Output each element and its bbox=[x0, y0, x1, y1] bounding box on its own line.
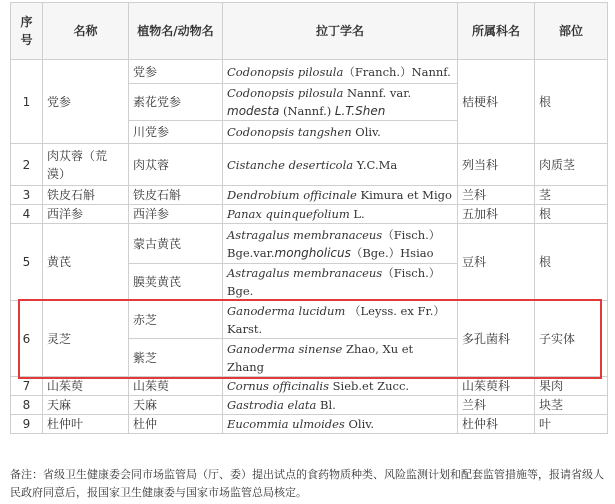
cell-latin bbox=[223, 186, 458, 205]
cell-plant: 素花党参 bbox=[129, 84, 223, 121]
cell-part: 根 bbox=[535, 60, 608, 144]
latin-segment: mongholicus bbox=[274, 245, 351, 260]
latin-segment: Astragalus membranaceus bbox=[227, 266, 383, 280]
cell-no: 7 bbox=[11, 377, 43, 396]
cell-latin bbox=[223, 60, 458, 84]
cell-name: 黄芪 bbox=[43, 224, 129, 301]
latin-segment: Oliv. bbox=[351, 125, 381, 139]
latin-segment: L.T.Shen bbox=[334, 104, 386, 118]
cell-name: 天麻 bbox=[43, 396, 129, 415]
cell-no: 9 bbox=[11, 415, 43, 434]
cell-part: 子实体 bbox=[535, 301, 608, 377]
cell-latin bbox=[223, 121, 458, 144]
latin-segment: Astragalus membranaceus bbox=[227, 227, 383, 242]
cell-family: 杜仲科 bbox=[458, 415, 535, 434]
table-row bbox=[11, 144, 608, 186]
cell-plant: 紫芝 bbox=[129, 339, 223, 377]
cell-no: 1 bbox=[11, 60, 43, 144]
header-family: 所属科名 bbox=[458, 3, 535, 60]
header-plant: 植物名/动物名 bbox=[129, 3, 223, 60]
latin-segment: L. bbox=[349, 207, 365, 221]
table-row bbox=[11, 396, 608, 415]
cell-no: 3 bbox=[11, 186, 43, 205]
cell-latin bbox=[223, 377, 458, 396]
cell-no: 2 bbox=[11, 144, 43, 186]
cell-family: 山茱萸科 bbox=[458, 377, 535, 396]
cell-plant: 杜仲 bbox=[129, 415, 223, 434]
header-row bbox=[11, 3, 608, 60]
header-latin: 拉丁学名 bbox=[223, 3, 458, 60]
cell-part: 茎 bbox=[535, 186, 608, 205]
header-part: 部位 bbox=[535, 3, 608, 60]
cell-family: 豆科 bbox=[458, 224, 535, 301]
cell-latin bbox=[223, 415, 458, 434]
table-row bbox=[11, 186, 608, 205]
cell-name: 灵芝 bbox=[43, 301, 129, 377]
cell-family: 兰科 bbox=[458, 396, 535, 415]
cell-family: 五加科 bbox=[458, 205, 535, 224]
latin-segment: Ganoderma sinense bbox=[227, 341, 343, 356]
latin-segment: （Bge.）Hsiao bbox=[350, 245, 434, 260]
latin-segment: Nannf. var. bbox=[343, 86, 412, 100]
latin-segment: Zhao, Xu et Zhang bbox=[227, 341, 414, 374]
latin-segment: Cistanche deserticola bbox=[227, 157, 354, 172]
cell-family: 多孔菌科 bbox=[458, 301, 535, 377]
cell-latin bbox=[223, 144, 458, 186]
cell-name: 肉苁蓉（荒漠） bbox=[43, 144, 129, 186]
latin-segment: （Franch.）Nannf. bbox=[343, 64, 451, 79]
cell-plant: 膜荚黄芪 bbox=[129, 264, 223, 301]
table-row bbox=[11, 415, 608, 434]
cell-no: 6 bbox=[11, 301, 43, 377]
table-row bbox=[11, 377, 608, 396]
cell-plant: 铁皮石斛 bbox=[129, 186, 223, 205]
cell-name: 铁皮石斛 bbox=[43, 186, 129, 205]
latin-segment: Oliv. bbox=[344, 417, 375, 431]
highlight-box bbox=[18, 299, 602, 379]
latin-segment: Kimura et Migo bbox=[356, 188, 452, 202]
cell-latin bbox=[223, 224, 458, 264]
latin-segment: modesta bbox=[227, 104, 280, 118]
cell-name: 西洋参 bbox=[43, 205, 129, 224]
cell-no: 4 bbox=[11, 205, 43, 224]
latin-segment: Gastrodia elata bbox=[227, 398, 317, 412]
table-row bbox=[11, 205, 608, 224]
cell-plant: 天麻 bbox=[129, 396, 223, 415]
latin-segment: Bl. bbox=[316, 398, 336, 412]
cell-name: 山茱萸 bbox=[43, 377, 129, 396]
latin-segment: Y.C.Ma bbox=[353, 157, 398, 172]
header-no: 序号 bbox=[11, 3, 43, 60]
latin-segment: (Nannf.) bbox=[279, 104, 335, 118]
cell-latin bbox=[223, 84, 458, 121]
cell-part: 果肉 bbox=[535, 377, 608, 396]
cell-name: 党参 bbox=[43, 60, 129, 144]
latin-segment: Panax quinquefolium bbox=[227, 207, 350, 221]
cell-plant: 肉苁蓉 bbox=[129, 144, 223, 186]
latin-segment: （Fisch.）Bge.var. bbox=[227, 227, 441, 260]
cell-family: 列当科 bbox=[458, 144, 535, 186]
header-name: 名称 bbox=[43, 3, 129, 60]
cell-latin bbox=[223, 396, 458, 415]
cell-latin bbox=[223, 264, 458, 301]
cell-part: 叶 bbox=[535, 415, 608, 434]
latin-segment: （Fisch.）Bge. bbox=[227, 266, 441, 298]
cell-plant: 赤芝 bbox=[129, 301, 223, 339]
latin-segment: Dendrobium officinale bbox=[227, 188, 357, 202]
cell-no: 8 bbox=[11, 396, 43, 415]
cell-name: 杜仲叶 bbox=[43, 415, 129, 434]
cell-latin bbox=[223, 205, 458, 224]
latin-segment: Cornus officinalis bbox=[227, 379, 329, 393]
latin-segment: （Leyss. ex Fr.）Karst. bbox=[227, 303, 445, 336]
cell-part: 根 bbox=[535, 224, 608, 301]
cell-plant: 山茱萸 bbox=[129, 377, 223, 396]
latin-segment: Sieb.et Zucc. bbox=[328, 379, 410, 393]
latin-segment: Ganoderma lucidum bbox=[227, 303, 346, 318]
latin-segment: Eucommia ulmoides bbox=[227, 417, 345, 431]
cell-part: 肉质茎 bbox=[535, 144, 608, 186]
cell-part: 块茎 bbox=[535, 396, 608, 415]
table-row bbox=[11, 224, 608, 264]
cell-family: 桔梗科 bbox=[458, 60, 535, 144]
table-row bbox=[11, 60, 608, 84]
footnote: 备注：省级卫生健康委会同市场监管局（厅、委）提出试点的食药物质种类、风险监测计划和配套监管措施等，报请省级人民政府同意后，报国家卫生健康委与国家市场监管总局核定。 bbox=[10, 468, 604, 499]
cell-no: 5 bbox=[11, 224, 43, 301]
cell-part: 根 bbox=[535, 205, 608, 224]
latin-segment: Codonopsis pilosula bbox=[227, 86, 344, 100]
cell-plant: 川党参 bbox=[129, 121, 223, 144]
cell-plant: 党参 bbox=[129, 60, 223, 84]
latin-segment: Codonopsis pilosula bbox=[227, 64, 344, 79]
cell-plant: 西洋参 bbox=[129, 205, 223, 224]
latin-segment: Codonopsis tangshen bbox=[227, 125, 352, 139]
cell-plant: 蒙古黄芪 bbox=[129, 224, 223, 264]
cell-family: 兰科 bbox=[458, 186, 535, 205]
